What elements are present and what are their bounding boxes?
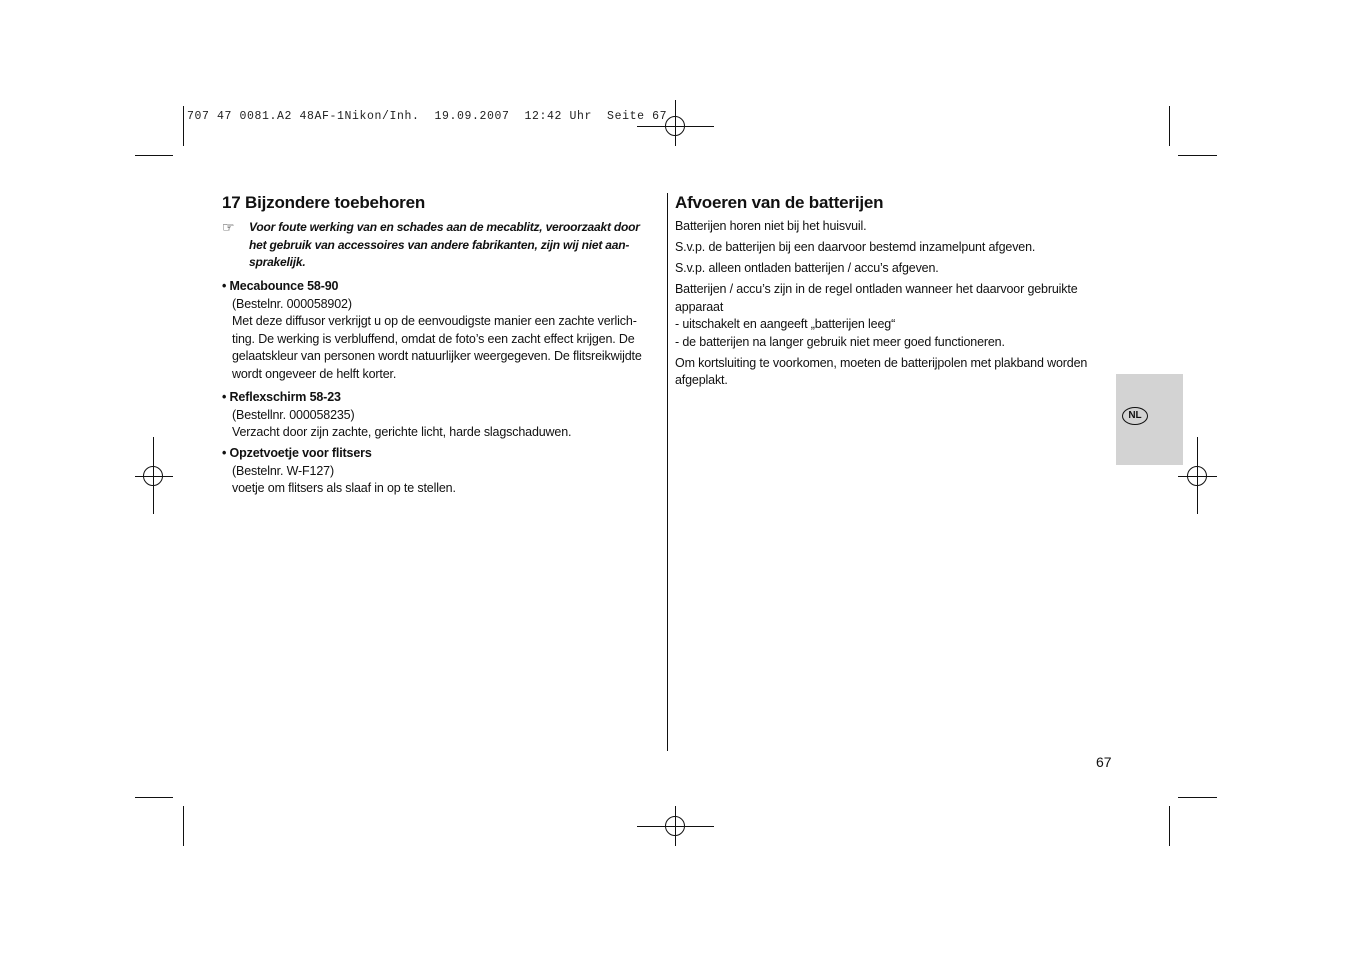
warning-text <box>249 219 689 272</box>
accessory-item <box>222 278 662 383</box>
warning-line: sprakelijk. <box>249 255 306 269</box>
column-divider <box>667 193 668 751</box>
paragraph-line: apparaat <box>675 299 724 314</box>
accessory-item <box>222 445 662 498</box>
accessory-line: ting. De werking is verbluffend, omdat de foto’s een zacht effect krijgen. De <box>232 331 635 346</box>
accessory-line: voetje om flitsers als slaaf in op te stellen. <box>232 481 456 495</box>
warning-line: het gebruik van accessoires van andere fabrikanten, zijn wij niet aan- <box>249 237 630 252</box>
accessory-line: wordt ongeveer de helft korter. <box>232 366 397 381</box>
accessory-line: Verzacht door zijn zachte, gerichte licht, harde slagschaduwen. <box>232 425 572 439</box>
accessory-line: (Bestellnr. 000058235) <box>232 407 355 422</box>
print-slug: 707 47 0081.A2 48AF-1Nikon/Inh. 19.09.2007 12:42 Uhr Seite 67 <box>187 110 668 123</box>
accessory-line: (Bestelnr. W-F127) <box>232 463 334 478</box>
paragraph-line: afgeplakt. <box>675 373 728 387</box>
accessory-item <box>222 389 662 442</box>
left-heading: 17 Bijzondere toebehoren <box>222 193 426 212</box>
pointing-hand-icon: ☞ <box>222 219 235 235</box>
paragraph-line: - de batterijen na langer gebruik niet meer goed functioneren. <box>675 334 1005 349</box>
page-number: 67 <box>1096 754 1112 770</box>
paragraph-line: Om kortsluiting te voorkomen, moeten de batterijpolen met plakband worden <box>675 355 1088 370</box>
accessory-title: • Opzetvoetje voor flitsers <box>222 446 372 460</box>
paragraph: S.v.p. alleen ontladen batterijen / accu’s afgeven. <box>675 261 939 275</box>
paragraph: Batterijen horen niet bij het huisvuil. <box>675 219 867 233</box>
language-badge: NL <box>1122 407 1148 425</box>
accessory-title: • Reflexschirm 58-23 <box>222 390 341 404</box>
battery-disposal-text <box>675 218 1105 390</box>
paragraph-line: - uitschakelt en aangeeft „batterijen leeg“ <box>675 317 896 331</box>
accessory-title: • Mecabounce 58-90 <box>222 279 339 293</box>
accessory-line: (Bestelnr. 000058902) <box>232 296 352 311</box>
accessory-line: Met deze diffusor verkrijgt u op de eenvoudigste manier een zachte verlich- <box>232 314 637 328</box>
warning-line: Voor foute werking van en schades aan de mecablitz, veroorzaakt door <box>249 220 640 234</box>
paragraph: S.v.p. de batterijen bij een daarvoor bestemd inzamelpunt afgeven. <box>675 240 1036 254</box>
accessory-line: gelaatskleur van personen wordt natuurlijker weergegeven. De flitsreikwijdte <box>232 349 642 363</box>
language-tab <box>1116 374 1183 465</box>
right-heading: Afvoeren van de batterijen <box>675 193 884 212</box>
paragraph-line: Batterijen / accu’s zijn in de regel ontladen wanneer het daarvoor gebruikte <box>675 282 1078 296</box>
